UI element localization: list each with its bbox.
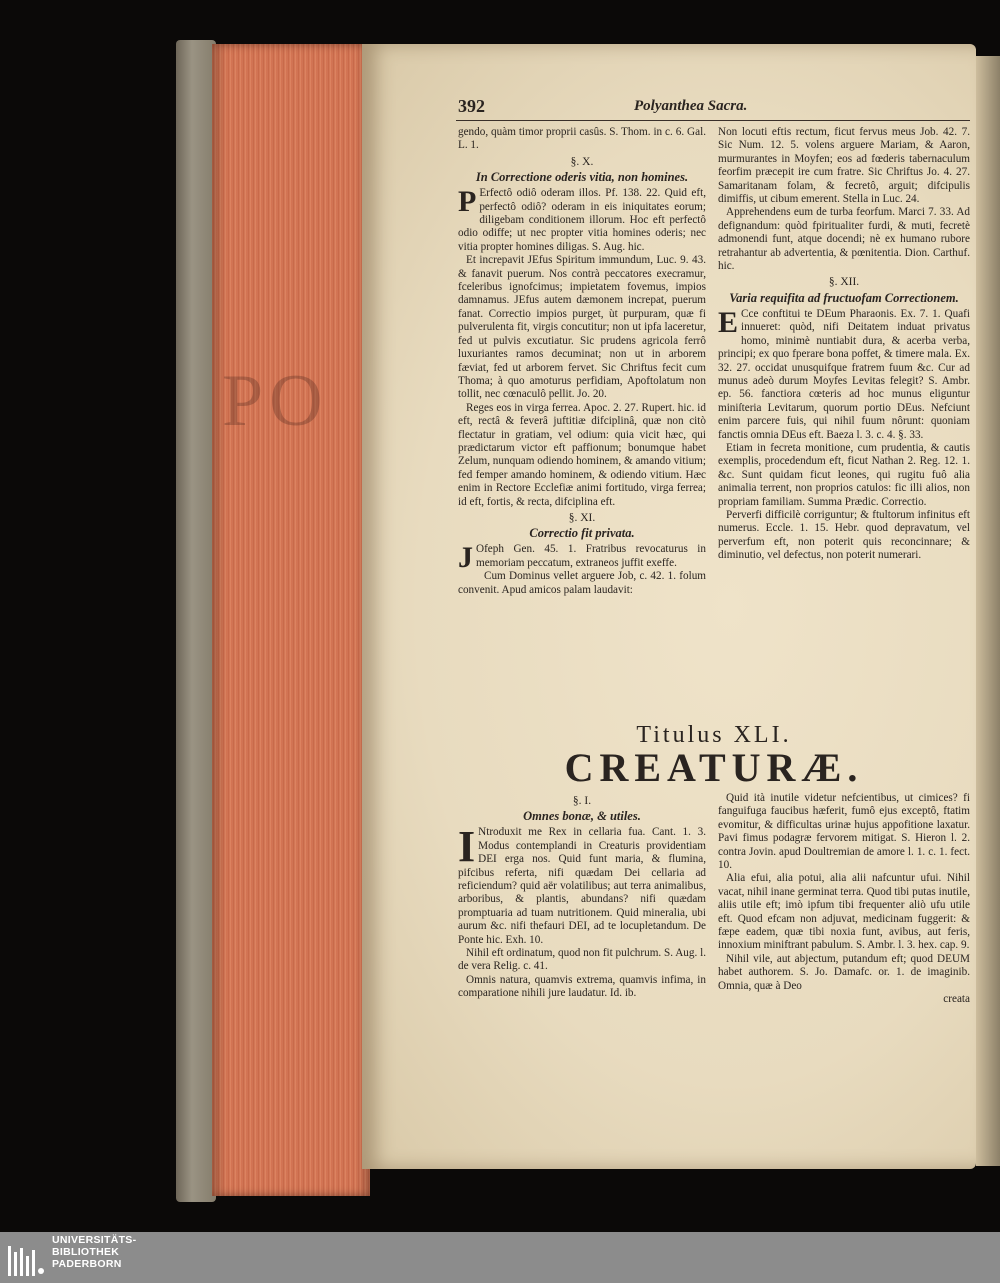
- paragraph: Ofeph Gen. 45. 1. Fratribus revocaturus in memoriam peccatum, extraneos juffit exeffe.: [476, 543, 706, 569]
- drop-cap: P: [458, 185, 477, 219]
- right-column: [718, 126, 970, 563]
- library-logo-icon: [6, 1238, 46, 1278]
- faded-stamp-letters: PO: [222, 360, 329, 442]
- paragraph: Omnis natura, quamvis extrema, quamvis infima, in comparatione nihili jure laudatur. Id. ib.: [458, 973, 706, 1000]
- continuation-text: Non locuti eftis rectum, ficut fervus meus Job. 42. 7. Sic Num. 12. 5. volens arguere Mariam, & Aaron, murmurantes in Moyfen; eos ad fœderis tabernaculum feorfim præcepit ire cum fratre. Sic Chriftus Jo. 4. 27. Samaritanam folam, & fecretô, arguit; difcipulis dimiffis, ut cibum emerent. Stella in Luc. 24.: [718, 126, 970, 206]
- paragraph: Cce conftitui te DEum Pharaonis. Ex. 7. 1. Quafi innueret: quòd, nifi Deitatem induat privatus homo, minimè nuntiabit dura, & acerba verba, principi; ex quo fperare bona poffet, & timere mala. Ex. 32. 27. occidat unusquifque fratrem fuum &c. Cur ad munus adeò durum Moyfes Levitas felegit? S. Ambr. ep. 56. fanctiora cœteris ad hoc munus eliguntur miniſteria Levitarum, quorum portio DEus. Nefciunt enim parcere fuis, qui nihil fuum nôrunt: quoniam fanctis omnia DEus eft. Baeza l. 3. c. 4. §. 33.: [718, 307, 970, 441]
- paragraph: Alia efui, alia potui, alia alii nafcuntur ufui. Nihil vacat, nihil inane germinat terra. Quod tibi putas inutile, aliis utile eft; imò ipfum tibi frequenter aliò ufu utile eft. Quod efcam non adjuvat, medicinam fuggerit: & fæpe eadem, quæ tibi noxia funt, avibus, aut feris, innoxium miniftrant pabulum. S. Ambr. l. 3. hex. cap. 9.: [718, 872, 970, 952]
- facing-page-edge: [976, 56, 1000, 1166]
- library-name-line: UNIVERSITÄTS-: [52, 1234, 137, 1246]
- section-label: §. XII.: [828, 276, 860, 289]
- titulus-line: Titulus XLI.: [636, 722, 792, 748]
- drop-cap: J: [458, 541, 473, 575]
- paragraph: Apprehendens eum de turba feorfum. Marci 7. 33. Ad defignandum: quòd fpiritualiter furdi, & muti, fecretè admonendi funt, atque docendi; nè ex humano rubore retrahantur ab advertentia, & pœnitentia. Dion. Carthuf. hic.: [718, 206, 970, 273]
- paragraph: Quid ità inutile videtur nefcientibus, ut cimices? fi fanguifuga faucibus hæferit, fumô ejus exceptô, ftatim evomitur, & difficultas urinæ hujus appofitione laxatur. Pavi fimus podagræ fervorem mitigat. S. Hieron l. 2. contra Jovin. apud Doultremian de amore l. 1. c. 1. fect. 10.: [718, 792, 970, 872]
- section-label: §. X.: [570, 155, 594, 168]
- paragraph: Nihil eft ordinatum, quod non fit pulchrum. S. Aug. l. de vera Relig. c. 41.: [458, 947, 706, 973]
- page-block-red-edges: [212, 44, 370, 1196]
- section-heading: Omnes bonæ, & utiles.: [523, 809, 641, 824]
- page-number: 392: [458, 96, 485, 116]
- paragraph: Reges eos in virga ferrea. Apoc. 2. 27. Rupert. hic. id eft, rectâ & feverâ juftitiæ difciplinâ, quæ non citò flectatur in gratiam, vel odium: quia vicit hæc, qui prædictarum victor eft paffionum; bonumque habet Zelum, nunquam odiendo hominem, & amando vitium; fed femper amando hominem, & odiendo vitium. Hæc enim in Rectore Ecclefiæ animi fortitudo, virga ferrea; id eft, fortis, & recta, difciplina eft.: [458, 401, 706, 508]
- library-name-line: PADERBORN: [52, 1258, 122, 1270]
- paragraph: Etiam in fecreta monitione, cum prudentia, & cautis exemplis, procedendum eft, ficut Nathan 2. Reg. 12. 1. &c. Sunt quidam ficut leones, qui rugitu fuô alia animalia terrent, non proprios catulos: fic illi alios, non propriam familiam. Summa Prædic. Correctio.: [718, 441, 970, 508]
- lower-left-column: [458, 792, 706, 1001]
- paragraph: Nihil vile, aut abjectum, putandum eft; quod DEUM habet authorem. S. Jo. Damafc. or. 1. de imaginib. Omnia, quæ à Deo: [718, 952, 970, 992]
- section-heading: Correctio fit privata.: [529, 526, 635, 541]
- paragraph: Ntroduxit me Rex in cellaria fua. Cant. 1. 3. Modus contemplandi in Creaturis providentiam DEI erga nos. Quid funt maria, & flumina, pifcibus referta, nifi quædam Dei cellaria ad reficiendum? quid aër volatilibus; aut terra animalibus, arboribus, & plantis, abundans? nifi quædam promptuaria ad tuam nutritionem. Quid mineralia, ubi aurum &c. nifi thefauri DEI, ad te locupletandum. De Ponte hic. Exh. 10.: [458, 826, 706, 946]
- paragraph: Et increpavit JEfus Spiritum immundum, Luc. 9. 43. & fanavit puerum. Nos contrà peccatores execramur, fceleribus ignofcimus; impietatem fovemus, impios damnamus. JEfus autem dæmonem increpat, puerum fanat. Correctio impios purget, ùt purpuram, quæ fi pulverulenta fit, virgis concutitur; non ut ipfa laceretur, fed ut pulvis excutiatur. Sic prudens agricola ferrô luxuriantes ramos decuminat; non ut in arborem fæviat, fed ut arborem fervet. Sic Chriftus fecit cum Thoma; à quo amoturus perfidiam, Apoftolatum non tollit, nec cœnaculô pellit. Jo. 20.: [458, 254, 706, 401]
- paragraph: Cum Dominus vellet arguere Job, c. 42. 1. folum convenit. Apud amicos palam laudavit:: [458, 570, 706, 596]
- library-name: [52, 1234, 136, 1270]
- paragraph: Perverfi difficilè corriguntur; & ftultorum infinitus eft numerus. Eccle. 1. 15. Hebr. quod depravatum, vel perverfum eft, non poterit quis reconcinnare; & diminutio, vel defectus, non poterit numerari.: [718, 508, 970, 562]
- paragraph: Erfectô odiô oderam illos. Pf. 138. 22. Quid eft, perfectô odiô? oderam in eis iniquitates eorum; diligebam conditionem illorum. Hoc eft perfectô odio odiffe; ut nec propter vitia homines oderis; nec vitia propter homines diligas. S. Aug. hic.: [458, 187, 706, 253]
- section-heading: In Correctione oderis vitia, non homines.: [475, 170, 689, 185]
- library-name-line: BIBLIOTHEK: [52, 1246, 120, 1258]
- chapter-title: CREATURÆ.: [564, 745, 864, 790]
- section-label: §. XI.: [568, 511, 596, 524]
- footer-bar: [0, 1232, 1000, 1283]
- catchword: creata: [943, 993, 970, 1006]
- drop-cap: E: [718, 305, 739, 339]
- section-heading: Varia requifita ad fructuofam Correctionem.: [729, 290, 959, 305]
- left-column: [458, 126, 706, 597]
- lower-right-column: [718, 792, 970, 1007]
- drop-cap: I: [458, 822, 476, 872]
- continuation-text: gendo, quàm timor proprii casûs. S. Thom. in c. 6. Gal. L. 1.: [458, 126, 706, 152]
- header-rule: [456, 120, 970, 121]
- section-label: §. I.: [572, 795, 592, 807]
- running-title: Polyanthea Sacra.: [634, 98, 748, 114]
- book-spine-edge: [176, 40, 216, 1202]
